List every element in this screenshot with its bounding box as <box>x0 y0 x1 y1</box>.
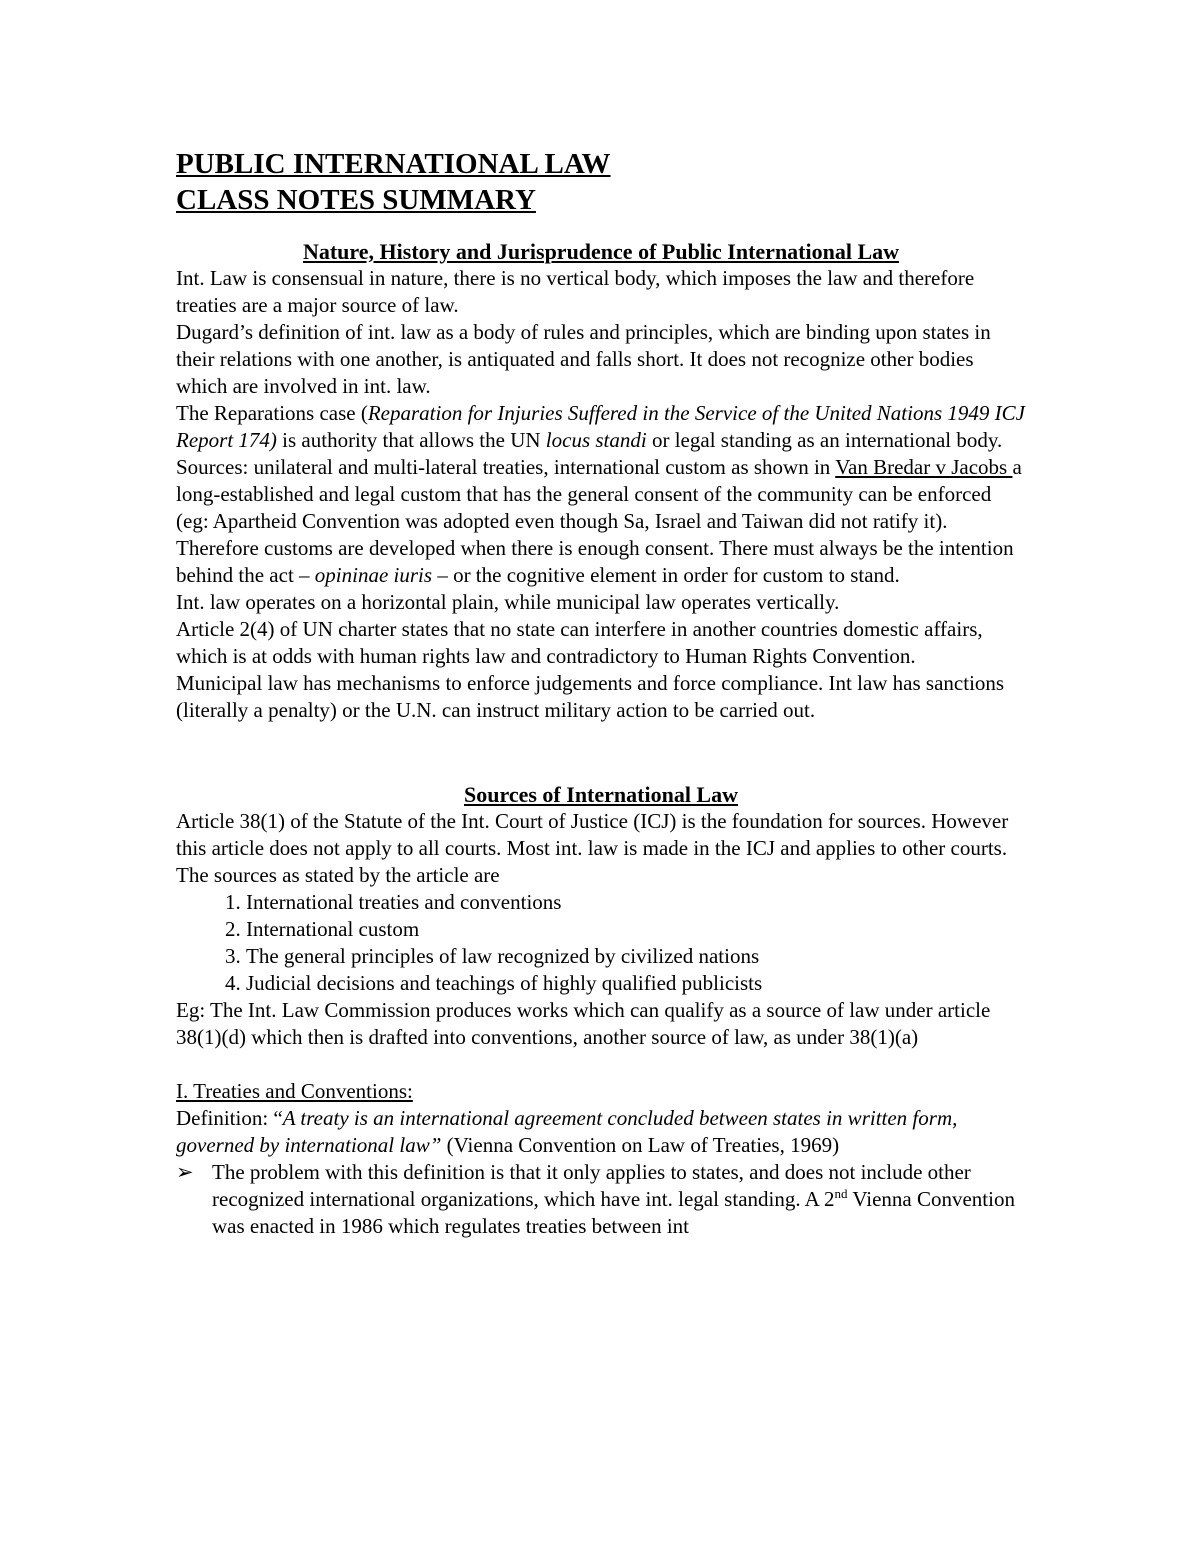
subheading-treaties: I. Treaties and Conventions: <box>176 1079 413 1103</box>
paragraph-dugard: Dugard’s definition of int. law as a body of rules and principles, which are binding upon states in their relations with one another, is antiquated and falls short. It does not recognize other bodies which are involved in int. law. <box>176 320 991 398</box>
document-title <box>176 146 1026 218</box>
section-heading-nature: Nature, History and Jurisprudence of Public International Law <box>302 239 900 264</box>
title-line-1: PUBLIC INTERNATIONAL LAW <box>176 148 611 180</box>
latin-term: opininae iuris <box>314 563 433 587</box>
latin-term: locus standi <box>545 428 647 452</box>
paragraph-article-2-4: Article 2(4) of UN charter states that no state can interfere in another countries domestic affairs, which is at odds with human rights law and contradictory to Human Rights Convention. <box>176 617 983 668</box>
paragraph-example: Eg: The Int. Law Commission produces works which can qualify as a source of law under article 38(1)(d) which then is drafted into conventions, another source of law, as under 38(1)(a) <box>176 998 991 1049</box>
paragraph-horizontal-plain: Int. law operates on a horizontal plain, while municipal law operates vertically. <box>176 590 840 614</box>
case-citation: Reparation for Injuries Suffered in the Service of the United Nations 1949 ICJ Report 174) <box>176 401 1025 452</box>
paragraph-sources-custom: Sources: unilateral and multi-lateral treaties, international custom as shown in Van Bredar v Jacobs a long-established and legal custom that has the general consent of the community can be enforced (eg: Apartheid Convention was adopted even though Sa, Israel and Taiwan did not ratify it). Therefore customs are developed when there is enough consent. There must always be the intention behind the act – opininae iuris – or the cognitive element in order for custom to stand. <box>176 455 1022 587</box>
bullet-list <box>176 1159 1026 1240</box>
list-item: ➢ The problem with this definition is that it only applies to states, and does not include other recognized international organizations, which have int. legal standing. A 2nd Vienna Convention was enacted in 1986 which regulates treaties between int <box>176 1160 1015 1238</box>
quoted-definition: A treaty is an international agreement concluded between states in written form, governed by international law” <box>176 1106 958 1157</box>
case-name: Van Bredar v Jacobs <box>835 455 1013 479</box>
paragraph-municipal-law: Municipal law has mechanisms to enforce judgements and force compliance. Int law has sanctions (literally a penalty) or the U.N. can instruct military action to be carried out. <box>176 671 1005 722</box>
document-page <box>176 146 1026 1240</box>
section-heading-sources: Sources of International Law <box>464 782 738 807</box>
sources-list <box>176 889 1026 997</box>
list-item: 3. The general principles of law recognized by civilized nations <box>246 943 1026 970</box>
paragraph-definition: Definition: “A treaty is an international agreement concluded between states in written form, governed by international law” (Vienna Convention on Law of Treaties, 1969) <box>176 1106 958 1157</box>
list-item: 4. Judicial decisions and teachings of highly qualified publicists <box>246 970 1026 997</box>
paragraph-article-38: Article 38(1) of the Statute of the Int. Court of Justice (ICJ) is the foundation for sources. However this article does not apply to all courts. Most int. law is made in the ICJ and applies to other courts. <box>176 809 1009 860</box>
paragraph-consensual: Int. Law is consensual in nature, there is no vertical body, which imposes the law and therefore treaties are a major source of law. <box>176 266 975 317</box>
title-line-2: CLASS NOTES SUMMARY <box>176 184 536 216</box>
paragraph-reparations: The Reparations case (Reparation for Injuries Suffered in the Service of the United Nations 1949 ICJ Report 174) is authority that allows the UN locus standi or legal standing as an international body. <box>176 401 1025 452</box>
paragraph-sources-intro: The sources as stated by the article are <box>176 863 500 887</box>
list-item: 2. International custom <box>246 916 1026 943</box>
arrow-bullet-icon: ➢ <box>176 1160 194 1184</box>
list-item: 1. International treaties and conventions <box>246 889 1026 916</box>
